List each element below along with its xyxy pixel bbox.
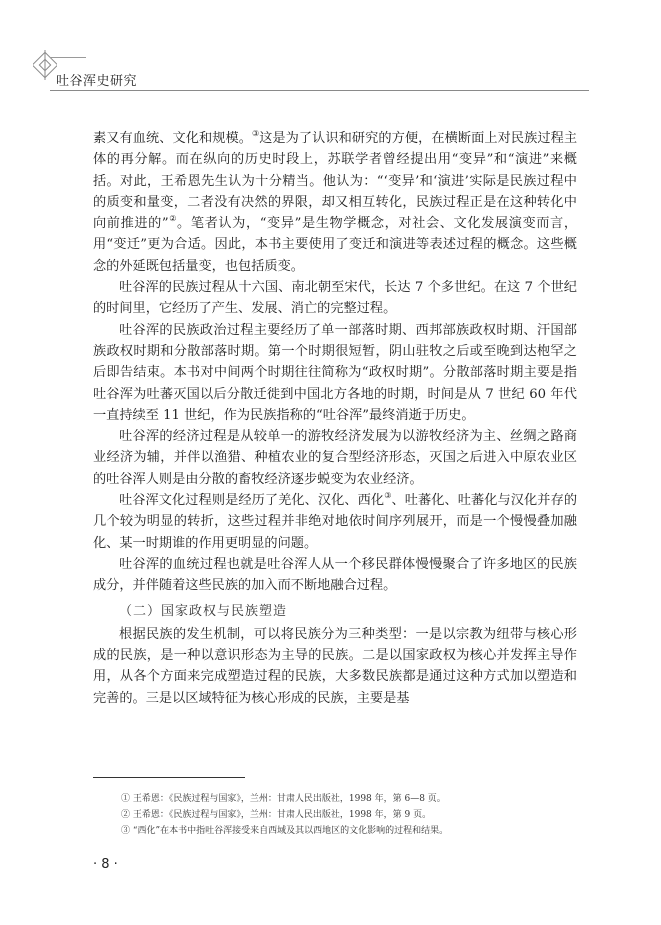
- paragraph: 根据民族的发生机制，可以将民族分为三种类型：一是以宗教为纽带与核心形成的民族，是一种以意识形态为主导的民族。二是以国家政权为核心并发挥主导作用，从各个方面来完成塑造过程的民族，大多数民族都是通过这种方式加以塑造和完善的。三是以区域特征为核心形成的民族，主要是基: [93, 626, 577, 706]
- paragraph: 吐谷浑的民族政治过程主要经历了单一部落时期、西邦部族政权时期、汗国部族政权时期和分散部落时期。第一个时期很短暂，阴山驻牧之后或至晚到达枹罕之后即告结束。本书对中间两个时期往往简称为“政权时期”。分散部落时期主要是指吐谷浑为吐蕃灭国以后分散迁徙到中国北方各地的时期，时间是从 7 世纪 60 年代一直持续至 11 世纪，作为民族指称的“吐谷浑”最终消逝于历史。: [93, 322, 577, 423]
- paragraph: 吐谷浑的经济过程是从较单一的游牧经济发展为以游牧经济为主、丝绸之路商业经济为辅，并伴以渔猎、种植农业的复合型经济形态，灭国之后进入中原农业区的吐谷浑人则是由分散的畜牧经济逐步蜕变为农业经济。: [93, 429, 577, 487]
- header-rule: [50, 90, 589, 91]
- footnote-ref: ③: [384, 491, 392, 501]
- paragraph: 素又有血统、文化和规模。③这是为了认识和研究的方便，在横断面上对民族过程主体的再分解。而在纵向的历史时段上，苏联学者曾经提出用“变异”和“演进”来概括。对此，王希恩先生认为十分精当。他认为：“‘变异’和‘演进’实际是民族过程中的质变和量变，二者没有决然的界限，却又相互转化，民族过程正是在这种转化中向前推进的”②。笔者认为，“变异”是生物学概念，对社会、文化发展演变而言，用“变迁”更为合适。因此，本书主要使用了变迁和演进等表述过程的概念。这些概念的外延既包括量变，也包括质变。: [93, 129, 578, 274]
- footnote-ref: ③: [251, 129, 260, 138]
- footnote-separator: [93, 777, 245, 778]
- footnote: ③ “西化”在本书中指吐谷浑接受来自西域及其以西地区的文化影响的过程和结果。: [121, 826, 449, 836]
- header-ornament-icon: [33, 50, 57, 80]
- header-ornament-line: [50, 57, 86, 58]
- body-text: [93, 128, 577, 709]
- footnotes: [121, 791, 591, 839]
- paragraph: 吐谷浑的血统过程也就是吐谷浑人从一个移民群体慢慢聚合了许多地区的民族成分，并伴随着这些民族的加入而不断地融合过程。: [93, 556, 577, 594]
- footnote: ② 王希恩：《民族过程与国家》，兰州：甘肃人民出版社，1998 年，第 9 页。: [121, 810, 432, 820]
- paragraph: 吐谷浑文化过程则是经历了羌化、汉化、西化③、吐蕃化、吐蕃化与汉化并存的几个较为明显的转折，这些过程并非绝对地依时间序列展开，而是一个慢慢叠加融化、某一时期谁的作用更明显的问题。: [93, 491, 578, 551]
- page-number: · 8 ·: [93, 857, 118, 872]
- section-subheading: （二）国家政权与民族塑造: [119, 603, 288, 619]
- running-header-title: 吐谷浑史研究: [56, 74, 138, 89]
- paragraph: 吐谷浑的民族过程从十六国、南北朝至宋代，长达 7 个多世纪。在这 7 个世纪的时间里，它经历了产生、发展、消亡的完整过程。: [93, 280, 577, 317]
- footnote-ref: ②: [168, 214, 178, 224]
- footnote: ① 王希恩：《民族过程与国家》，兰州：甘肃人民出版社，1998 年，第 6—8 页。: [121, 794, 446, 804]
